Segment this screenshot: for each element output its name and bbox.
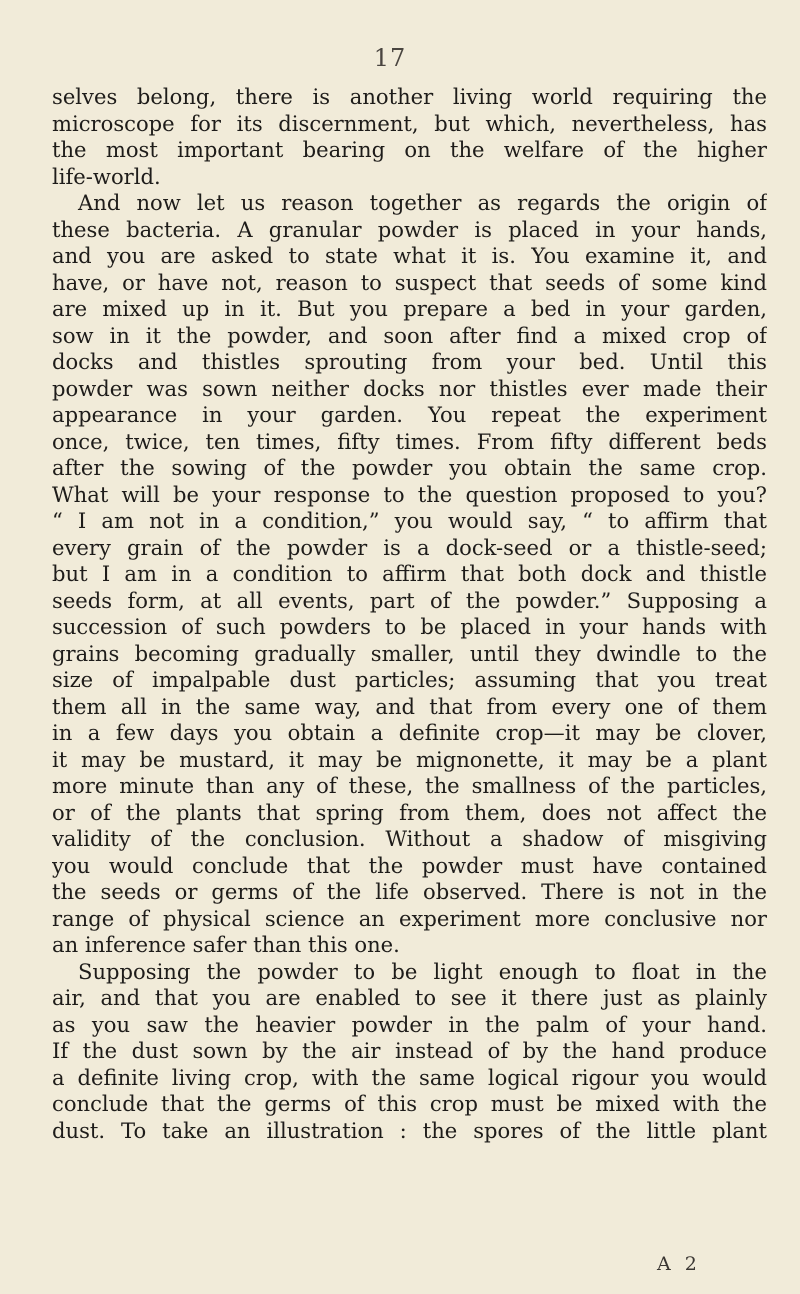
text-line: and you are asked to state what it is. You examine it, and (52, 243, 767, 268)
text-line: more minute than any of these, the smallness of the particles, (52, 773, 767, 798)
text-line: these bacteria. A granular powder is placed in your hands, (52, 216, 767, 242)
text-line: conclude that the germs of this crop must be mixed with the (52, 1091, 767, 1116)
text-line: What will be your response to the question proposed to you? (52, 481, 767, 507)
text-line: it may be mustard, it may be mignonette, it may be a plant (52, 746, 767, 772)
text-line: you would conclude that the powder must have contained (52, 852, 767, 878)
text-line: have, or have not, reason to suspect that seeds of some kind (52, 269, 767, 295)
text-line: And now let us reason together as regards the origin of (78, 190, 767, 215)
text-line: or of the plants that spring from them, does not affect the (52, 799, 767, 825)
text-line: appearance in your garden. You repeat the experiment (52, 402, 767, 427)
text-line: dust. To take an illustration : the spores of the little plant (52, 1117, 767, 1143)
text-line: air, and that you are enabled to see it there just as plainly (52, 985, 767, 1010)
text-line: If the dust sown by the air instead of by the hand produce (52, 1038, 767, 1063)
text-line: are mixed up in it. But you prepare a bed in your garden, (52, 296, 767, 321)
text-line: docks and thistles sprouting from your bed. Until this (52, 349, 767, 374)
text-line: range of physical science an experiment more conclusive nor (52, 905, 767, 931)
text-line: validity of the conclusion. Without a shadow of misgiving (52, 826, 767, 851)
page-number: 17 (373, 44, 407, 72)
text-line: an inference safer than this one. (52, 932, 400, 957)
text-line: every grain of the powder is a dock-seed or a thistle-seed; (52, 534, 767, 560)
body-text (52, 84, 767, 1144)
text-line: after the sowing of the powder you obtain the same crop. (52, 455, 767, 480)
text-line: once, twice, ten times, fifty times. From fifty different beds (52, 428, 767, 454)
text-line: but I am in a condition to affirm that both dock and thistle (52, 561, 767, 586)
text-line: “ I am not in a condition,” you would say, “ to affirm that (52, 508, 767, 533)
text-line: powder was sown neither docks nor thistles ever made their (52, 375, 767, 401)
text-line: the seeds or germs of the life observed. There is not in the (52, 879, 767, 904)
text-line: in a few days you obtain a definite crop—it may be clover, (52, 720, 767, 745)
text-line: grains becoming gradually smaller, until they dwindle to the (52, 640, 767, 666)
signature-mark: A 2 (657, 1253, 701, 1275)
text-line: selves belong, there is another living world requiring the (52, 84, 767, 109)
text-line: microscope for its discernment, but which, nevertheless, has (52, 110, 767, 136)
text-line: size of impalpable dust particles; assuming that you treat (52, 667, 767, 692)
text-line: Supposing the powder to be light enough to float in the (78, 958, 767, 984)
text-line: them all in the same way, and that from every one of them (52, 693, 767, 719)
text-line: as you saw the heavier powder in the palm of your hand. (52, 1011, 767, 1037)
text-line: a definite living crop, with the same logical rigour you would (52, 1064, 767, 1090)
text-line: sow in it the powder, and soon after find a mixed crop of (52, 322, 767, 348)
text-line: the most important bearing on the welfare of the higher (52, 137, 767, 162)
text-line: life-world. (52, 163, 161, 189)
text-line: seeds form, at all events, part of the powder.” Supposing a (52, 587, 767, 613)
text-line: succession of such powders to be placed in your hands with (52, 614, 767, 639)
